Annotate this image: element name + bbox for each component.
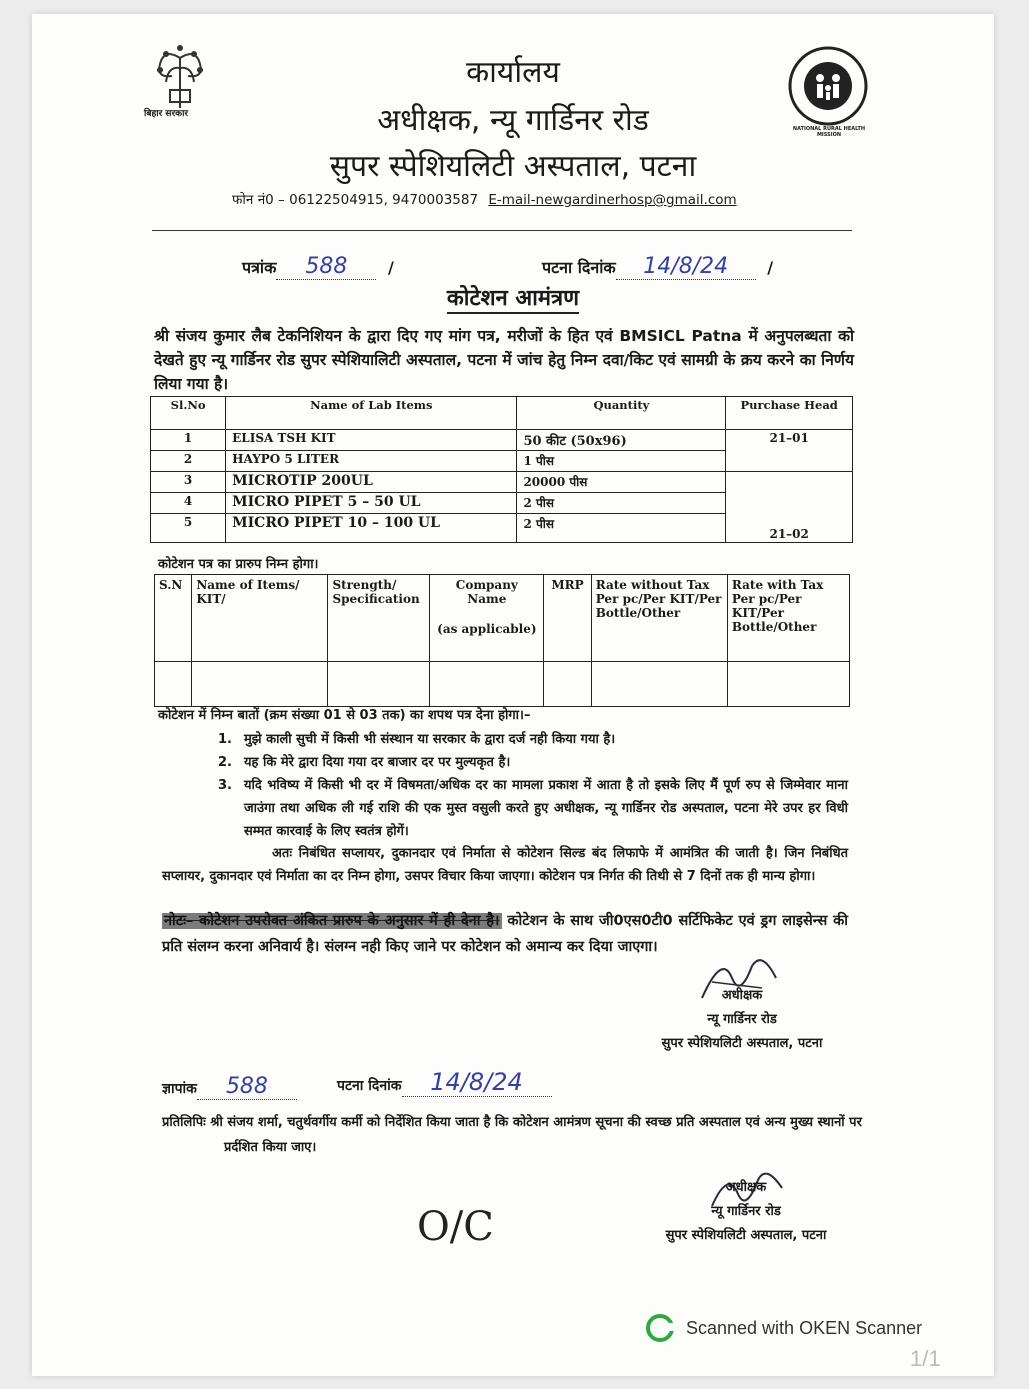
letter-date-value: 14/8/24 xyxy=(616,254,756,280)
signatory-block-2: अधीक्षक न्यू गार्डिनर रोड सुपर स्पेशियलिटी अस्पताल, पटना xyxy=(665,1180,827,1243)
list-item: 2. यह कि मेरे द्वारा दिया गया दर बाजार दर पर मुल्यकृत है। xyxy=(218,755,511,770)
letter-date: पटना दिनांक 14/8/24 / xyxy=(542,254,774,279)
letter-number-value: 588 xyxy=(276,254,376,280)
table-row: 3 MICROTIP 200UL 20000 पीस 21–02 xyxy=(151,472,853,493)
intro-paragraph: श्री संजय कुमार लैब टेकनिशियन के द्वारा दिए गए मांग पत्र, मरीजों के हित एवं BMSICL Patna में अनुपलब्धता को देखते हुए न्यू गार्डिनर रोड सुपर स्पेशियालिटी अस्पताल, पटना में जांच हेतु निम्न दवा/किट एवं सामग्री के क्रय करने का निर्णय लिया गया है। xyxy=(154,327,854,393)
document-page xyxy=(32,14,994,1376)
phone-numbers: फोन नं0 – 06122504915, 9470003587 xyxy=(232,192,479,208)
memo-date: पटना दिनांक 14/8/24 xyxy=(337,1068,552,1097)
note-paragraph: नोटः– कोटेशन उपरोक्त अंकित प्रारुप के अनुसार में ही देना है। कोटेशन के साथ जी0एस0टी0 सर्टिफिकेट एवं ड्रग लाइसेन्स की प्रति संलग्न करना अनिवार्य है। संलग्न नही किए जाने पर कोटेशन को अमान्य कर दिया जाएगा। xyxy=(162,913,848,955)
lab-items-table xyxy=(150,396,853,543)
table-row xyxy=(155,662,850,707)
document-title: कोटेशन आमंत्रण xyxy=(32,282,994,312)
memo-number: ज्ञापांक 588 xyxy=(162,1074,297,1100)
table-row: 1 ELISA TSH KIT 50 कीट (50x96) 21–01 xyxy=(151,430,853,451)
signatory-block: अधीक्षक न्यू गार्डिनर रोड सुपर स्पेशियलिटी अस्पताल, पटना xyxy=(661,988,823,1051)
scanner-watermark: Scanned with OKEN Scanner xyxy=(646,1314,922,1342)
table-header-row: S.N Name of Items/ KIT/ Strength/ Specification Company Name (as applicable) MRP Rate without Tax Per pc/Per KIT/Per Bottle/Other Rate with Tax Per pc/Per KIT/Per Bottle/Other xyxy=(155,575,850,662)
emblem-caption: बिहार सरकार xyxy=(144,109,189,119)
affidavit-points xyxy=(218,728,848,843)
contact-line xyxy=(232,190,737,208)
quotation-format-table xyxy=(154,574,850,707)
affidavit-label: कोटेशन में निम्न बातों (क्रम संख्या 01 से 03 तक) का शपथ पत्र देना होगा।– xyxy=(158,708,531,723)
invitation-paragraph: अतः निबंधित सप्लायर, दुकानदार एवं निर्माता से कोटेशन सिल्ड बंद लिफाफे में आमंत्रित की जाती है। जिन निबंधित सप्लायर, दुकानदार एवं निर्माता का दर निम्न होगा, उसपर विचार किया जाएगा। कोटेशन पत्र निर्गत की तिथी से 7 दिनों तक ही मान्य होगा। xyxy=(162,846,848,884)
memo-number-value: 588 xyxy=(197,1074,297,1100)
hospital-name: सुपर स्पेशियलिटी अस्पताल, पटना xyxy=(329,149,697,184)
list-item: 3. यदि भविष्य में किसी भी दर में विषमता/अधिक दर का मामला प्रकाश में आता है तो इसके लिए मैं पूर्ण रुप से जिम्मेवार माना जाउंगा तथा अधिक ली गई राशि की एक मुस्त वसुली करते हुए अधीक्षक, न्यू गार्डिनर रोड अस्पताल, पटना मेरे उपर हर विधी सम्मत कारवाई के लिए स्वतंत्र होगें। xyxy=(218,778,848,839)
email-address: E-mail-newgardinerhosp@gmail.com xyxy=(488,192,737,208)
memo-date-value: 14/8/24 xyxy=(402,1068,552,1097)
table-header-row: Sl.No Name of Lab Items Quantity Purchase Head xyxy=(151,397,853,430)
nrhm-logo-text: NATIONAL RURAL HEALTH MISSION xyxy=(792,126,866,138)
office-subheading: अधीक्षक, न्यू गार्डिनर रोड xyxy=(377,103,649,138)
letter-number: पत्रांक 588 / xyxy=(242,254,394,279)
header-divider xyxy=(152,230,852,231)
office-heading: कार्यालय xyxy=(466,55,560,90)
oc-mark: O/C xyxy=(417,1204,494,1250)
copy-paragraph: प्रतिलिपिः श्री संजय शर्मा, चतुर्थवर्गीय कर्मी को निर्देशित किया जाता है कि कोटेशन आमंत्रण सूचना की स्वच्छ प्रति अस्पताल एवं अन्य मुख्य स्थानों पर प्रर्दशित किया जाए। xyxy=(162,1115,862,1155)
table-row: 4 MICRO PIPET 5 – 50 UL 2 पीस xyxy=(151,493,853,514)
table-row: 2 HAYPO 5 LITER 1 पीस xyxy=(151,451,853,472)
format-label: कोटेशन पत्र का प्रारुप निम्न होगा। xyxy=(158,557,319,572)
page-indicator: 1/1 xyxy=(910,1346,941,1371)
table-row: 5 MICRO PIPET 10 – 100 UL 2 पीस xyxy=(151,514,853,543)
oken-logo-icon xyxy=(646,1314,674,1342)
note-highlight: नोटः– कोटेशन उपरोक्त अंकित प्रारुप के अनुसार में ही देना है। xyxy=(164,913,500,929)
list-item: 1. मुझे काली सुची में किसी भी संस्थान या सरकार के द्वारा दर्ज नही किया गया है। xyxy=(218,732,616,747)
